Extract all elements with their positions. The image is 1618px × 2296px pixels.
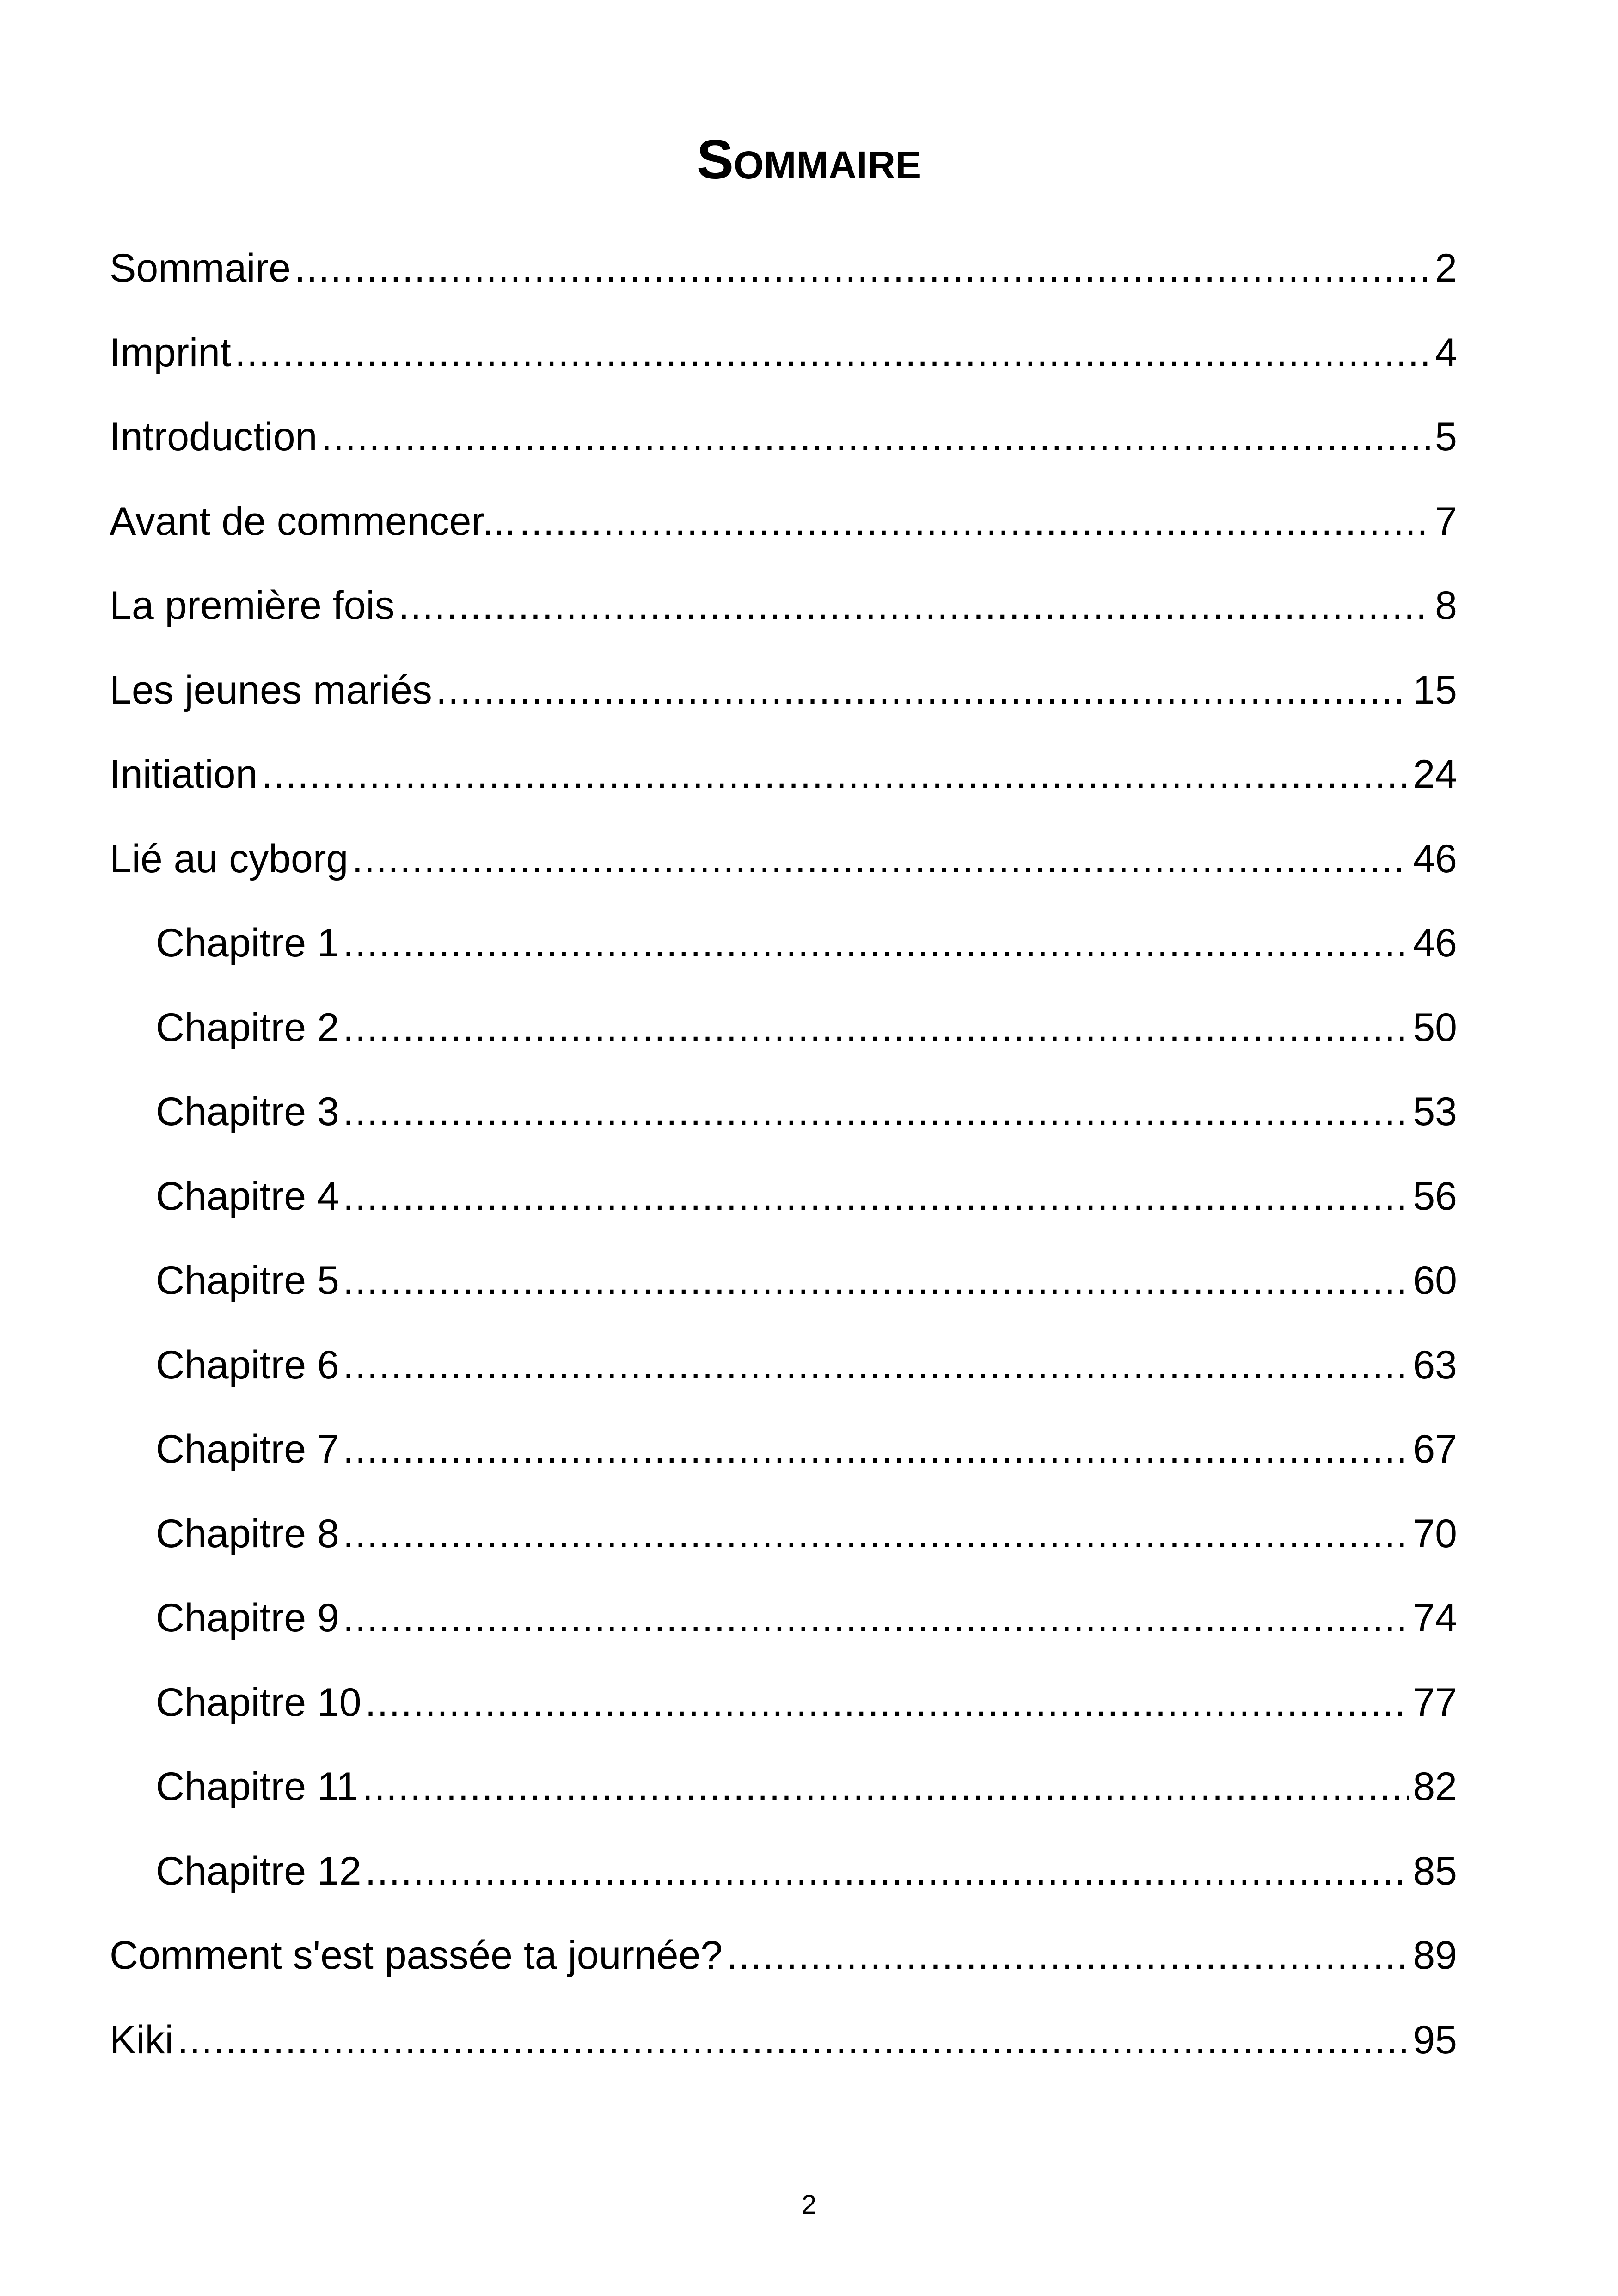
toc-subentry[interactable] xyxy=(110,1834,1457,1919)
toc-entry[interactable] xyxy=(110,2003,1457,2088)
toc-entry-label: Chapitre 2 xyxy=(156,1005,339,1050)
toc-entry[interactable] xyxy=(110,822,1457,906)
toc-dot-leader xyxy=(261,737,1409,811)
toc-entry-page: 50 xyxy=(1413,1005,1457,1050)
toc-dot-leader xyxy=(343,1328,1410,1402)
page-number: 2 xyxy=(801,2190,817,2220)
toc-entry[interactable] xyxy=(110,653,1457,738)
toc-dot-leader xyxy=(321,400,1431,474)
toc-dot-leader xyxy=(352,822,1409,896)
toc-dot-leader xyxy=(294,231,1431,305)
toc-dot-leader xyxy=(178,2003,1410,2077)
toc-entry-label: Introduction xyxy=(110,415,318,459)
toc-dot-leader xyxy=(365,1665,1410,1739)
toc-entry-label: Sommaire xyxy=(110,246,291,290)
toc-entry-label: Avant de commencer... xyxy=(110,499,515,544)
toc-entry-label: Chapitre 1 xyxy=(156,921,339,965)
toc-entry-label: Initiation xyxy=(110,752,258,796)
toc-subentry[interactable] xyxy=(110,1581,1457,1665)
toc-entry-page: 46 xyxy=(1413,921,1457,965)
toc-dot-leader xyxy=(343,1075,1410,1149)
toc-dot-leader xyxy=(343,1581,1410,1655)
toc-entry-label: Chapitre 7 xyxy=(156,1427,339,1471)
toc-entry[interactable] xyxy=(110,737,1457,822)
toc-subentry[interactable] xyxy=(110,1750,1457,1834)
page-title-text: Sommaire xyxy=(696,129,921,190)
toc-subentry[interactable] xyxy=(110,1075,1457,1159)
toc-entry-label: Chapitre 10 xyxy=(156,1680,362,1725)
toc-entry-label: Chapitre 12 xyxy=(156,1849,362,1893)
toc-subentry[interactable] xyxy=(110,1497,1457,1581)
toc-entry-label: Kiki xyxy=(110,2017,174,2062)
toc-entry[interactable] xyxy=(110,400,1457,484)
toc-entry-page: 46 xyxy=(1413,836,1457,881)
toc-subentry[interactable] xyxy=(110,1159,1457,1244)
toc-entry-page: 60 xyxy=(1413,1258,1457,1303)
toc-entry-label: Les jeunes mariés xyxy=(110,667,432,712)
toc-entry[interactable] xyxy=(110,316,1457,400)
toc-entry-page: 2 xyxy=(1435,246,1457,290)
toc-dot-leader xyxy=(365,1834,1410,1908)
toc-entry-label: La première fois xyxy=(110,583,395,628)
toc-entry-page: 5 xyxy=(1435,415,1457,459)
toc-entry-page: 24 xyxy=(1413,752,1457,796)
toc-entry-label: Chapitre 6 xyxy=(156,1342,339,1387)
toc-entry-page: 7 xyxy=(1435,499,1457,544)
toc-entry-page: 95 xyxy=(1413,2017,1457,2062)
toc-subentry[interactable] xyxy=(110,991,1457,1075)
toc-dot-leader xyxy=(343,1412,1410,1486)
toc-entry-page: 15 xyxy=(1413,667,1457,712)
toc-subentry[interactable] xyxy=(110,1665,1457,1750)
toc-dot-leader xyxy=(436,653,1409,727)
toc-entry[interactable] xyxy=(110,1918,1457,2003)
toc-entry-page: 8 xyxy=(1435,583,1457,628)
toc-entry-page: 74 xyxy=(1413,1596,1457,1640)
toc-dot-leader xyxy=(343,1497,1410,1571)
toc-entry-page: 4 xyxy=(1435,330,1457,375)
toc-dot-leader xyxy=(726,1918,1409,1992)
toc-subentry[interactable] xyxy=(110,1328,1457,1413)
toc-entry-label: Chapitre 4 xyxy=(156,1174,339,1218)
toc-entry[interactable] xyxy=(110,484,1457,569)
toc-entry[interactable] xyxy=(110,569,1457,653)
table-of-contents xyxy=(110,231,1457,2087)
toc-dot-leader xyxy=(343,1159,1410,1233)
toc-entry-page: 63 xyxy=(1413,1342,1457,1387)
toc-entry-page: 77 xyxy=(1413,1680,1457,1725)
toc-entry-page: 56 xyxy=(1413,1174,1457,1218)
toc-entry-page: 70 xyxy=(1413,1511,1457,1556)
toc-dot-leader xyxy=(519,484,1431,558)
toc-dot-leader xyxy=(343,906,1410,980)
toc-entry-label: Comment s'est passée ta journée? xyxy=(110,1933,723,1978)
toc-subentry[interactable] xyxy=(110,906,1457,991)
toc-entry-label: Chapitre 11 xyxy=(156,1764,359,1809)
toc-entry-page: 67 xyxy=(1413,1427,1457,1471)
toc-subentry[interactable] xyxy=(110,1243,1457,1328)
toc-entry-page: 53 xyxy=(1413,1090,1457,1134)
toc-entry-label: Chapitre 3 xyxy=(156,1090,339,1134)
toc-entry-label: Lié au cyborg xyxy=(110,836,349,881)
toc-entry-label: Imprint xyxy=(110,330,231,375)
toc-entry-label: Chapitre 5 xyxy=(156,1258,339,1303)
toc-subentry[interactable] xyxy=(110,1412,1457,1497)
toc-entry-label: Chapitre 9 xyxy=(156,1596,339,1640)
toc-dot-leader xyxy=(343,991,1410,1065)
page-title xyxy=(0,118,1618,201)
toc-dot-leader xyxy=(362,1750,1409,1824)
toc-dot-leader xyxy=(343,1243,1410,1317)
toc-dot-leader xyxy=(235,316,1431,390)
toc-entry-label: Chapitre 8 xyxy=(156,1511,339,1556)
toc-entry-page: 85 xyxy=(1413,1849,1457,1893)
toc-dot-leader xyxy=(398,569,1432,643)
toc-entry-page: 82 xyxy=(1413,1764,1457,1809)
toc-entry-page: 89 xyxy=(1413,1933,1457,1978)
toc-entry[interactable] xyxy=(110,231,1457,316)
